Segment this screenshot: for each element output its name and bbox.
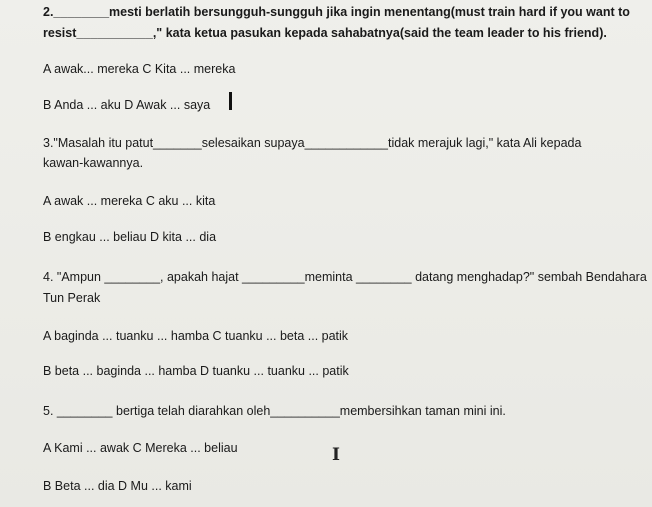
question-5-option-b: B Beta ... dia D Mu ... kami bbox=[43, 479, 192, 493]
question-4-option-b: B beta ... baginda ... hamba D tuanku ... tuanku ... patik bbox=[43, 364, 349, 378]
question-2-option-b: B Anda ... aku D Awak ... saya bbox=[43, 98, 211, 112]
question-3-option-a: A awak ... mereka C aku ... kita bbox=[43, 194, 216, 208]
question-2-line-1: 2.________mesti berlatih bersungguh-sungguh jika ingin menentang(must train hard if you want to bbox=[43, 5, 630, 19]
question-3-line-1: 3."Masalah itu patut_______selesaikan supaya____________tidak merajuk lagi," kata Ali kepada bbox=[43, 136, 582, 150]
question-4-line-1: 4. "Ampun ________, apakah hajat _________meminta ________ datang menghadap?" sembah Bendahara bbox=[43, 270, 647, 284]
question-3-option-b: B engkau ... beliau D kita ... dia bbox=[43, 230, 217, 244]
question-5-option-a: A Kami ... awak C Mereka ... beliau bbox=[43, 441, 238, 455]
question-4-line-2: Tun Perak bbox=[43, 291, 101, 305]
question-3-line-2: kawan-kawannya. bbox=[43, 156, 144, 170]
question-2-option-a: A awak... mereka C Kita ... mereka bbox=[43, 62, 236, 76]
text-cursor-block bbox=[229, 92, 232, 110]
question-2-line-2: resist___________," kata ketua pasukan kepada sahabatnya(said the team leader to his friend). bbox=[43, 26, 607, 40]
question-5-line-1: 5. ________ bertiga telah diarahkan oleh__________membersihkan taman mini ini. bbox=[43, 404, 506, 418]
question-4-option-a: A baginda ... tuanku ... hamba C tuanku ... beta ... patik bbox=[43, 329, 349, 343]
ibeam-cursor-icon: I bbox=[332, 445, 340, 465]
